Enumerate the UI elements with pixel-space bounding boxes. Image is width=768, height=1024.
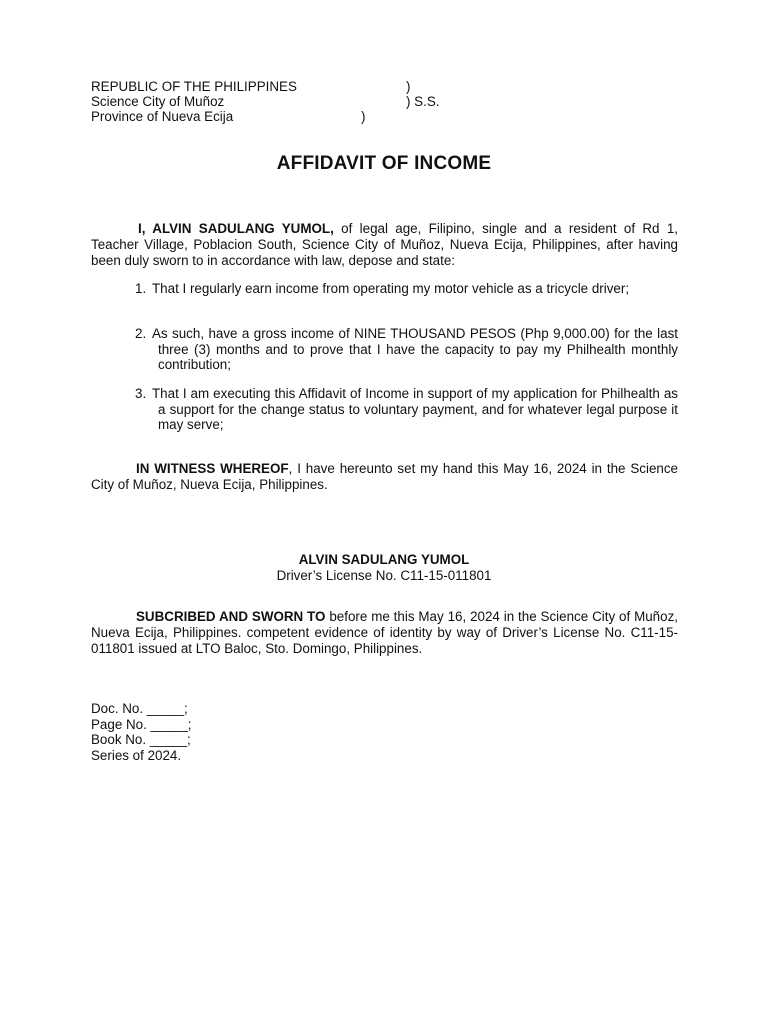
- witness-bold: IN WITNESS WHEREOF: [136, 461, 289, 476]
- affiant-name-bold: I, ALVIN SADULANG YUMOL,: [138, 221, 334, 236]
- venue-row-republic: [91, 79, 491, 94]
- witness-paragraph: [91, 461, 678, 493]
- intro-text: of legal age, Filipino, single and a resident of Rd 1, Teacher Village, Poblacion South, Science City of Muñoz, Nueva Ecija, Philippines, after having been duly sworn to in accordance with law, depose and state:: [91, 221, 678, 268]
- venue-paren-3: ): [361, 109, 366, 124]
- statement-item-3: [135, 386, 678, 433]
- jurat-text: before me this May 16, 2024 in the Science City of Muñoz, Nueva Ecija, Philippines. competent evidence of identity by way of Driver’s License No. C11-15-011801 issued at LTO Baloc, Sto. Domingo, Philippines.: [91, 609, 678, 656]
- document-title: AFFIDAVIT OF INCOME: [276, 153, 492, 174]
- venue-province: Province of Nueva Ecija: [91, 109, 234, 124]
- venue-city: Science City of Muñoz: [91, 94, 225, 109]
- venue-row-city: [91, 94, 491, 109]
- venue-paren-1: ): [406, 79, 411, 94]
- docket-doc-no: Doc. No. _____;: [91, 701, 188, 716]
- docket-series: Series of 2024.: [91, 747, 182, 763]
- venue-row-province: [91, 109, 491, 124]
- venue-paren-ss: ) S.S.: [406, 94, 440, 109]
- docket-book-no: Book No. _____;: [91, 732, 191, 747]
- statement-number-1: 1.: [135, 281, 147, 296]
- witness-text: , I have hereunto set my hand this May 16, 2024 in the Science City of Muñoz, Nueva Ecija, Philippines.: [91, 461, 679, 492]
- statement-text-1: That I regularly earn income from operating my motor vehicle as a tricycle driver;: [152, 281, 630, 296]
- venue-block: [91, 79, 491, 124]
- statement-text-2: As such, have a gross income of NINE THOUSAND PESOS (Php 9,000.00) for the last three (3) months and to prove that I have the capacity to pay my Philhealth monthly contribution;: [152, 326, 678, 372]
- docket-page-no: Page No. _____;: [91, 716, 192, 732]
- venue-republic: REPUBLIC OF THE PHILIPPINES: [91, 79, 297, 94]
- intro-paragraph: [91, 221, 678, 269]
- notarial-docket: [91, 701, 192, 763]
- jurat-paragraph: [91, 609, 678, 657]
- statement-item-1: [135, 281, 678, 297]
- signatory-license: Driver’s License No. C11-15-011801: [276, 568, 492, 583]
- signatory-name: ALVIN SADULANG YUMOL: [298, 552, 470, 567]
- jurat-bold: SUBCRIBED AND SWORN TO: [136, 609, 326, 624]
- statement-item-2: [135, 326, 678, 373]
- statement-text-3: That I am executing this Affidavit of Income in support of my application for Philhealth as a support for the change status to voluntary payment, and for whatever legal purpose it may serve;: [152, 386, 678, 432]
- statement-number-3: 3.: [135, 386, 147, 401]
- statement-number-2: 2.: [135, 326, 147, 341]
